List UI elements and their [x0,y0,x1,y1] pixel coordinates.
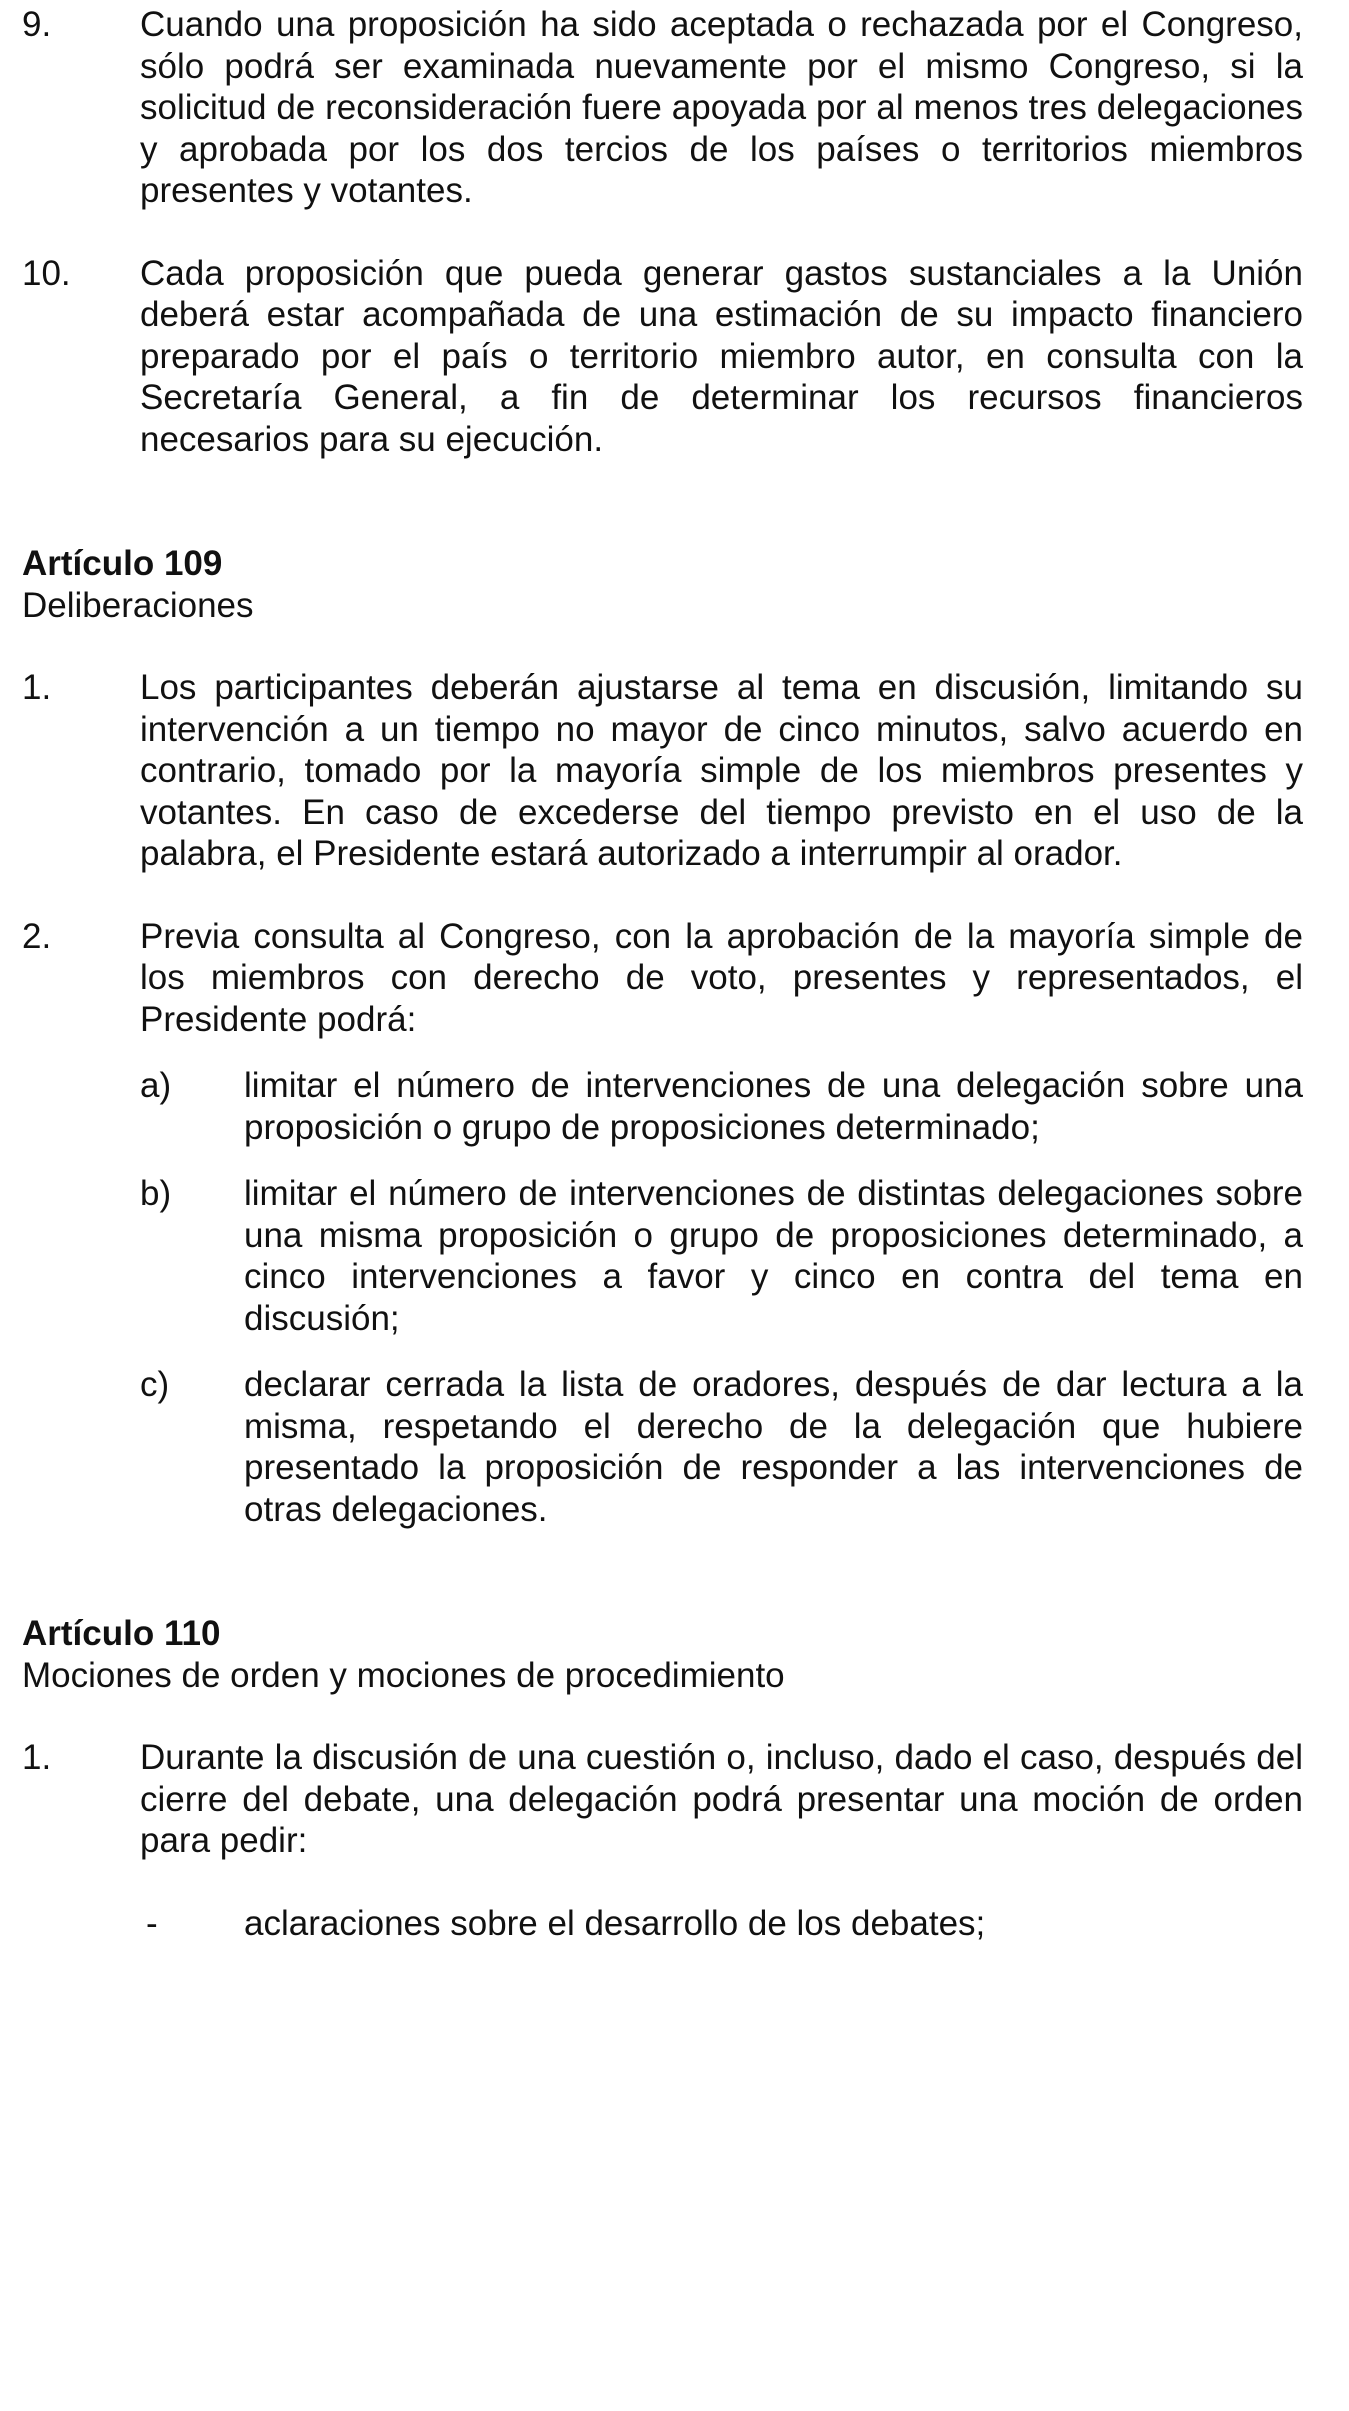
subitem-bullet: - [146,1903,158,1943]
subitem-letter: c) [140,1365,170,1404]
subitem-b [140,1173,1303,1339]
paragraph-text: Cuando una proposición ha sido aceptada o rechazada por el Congreso, sólo podrá ser examinada nuevamente por el mismo Congreso, si la solicitud de reconsideración fuere apoyada por al menos tres delegaciones y aprobada por los dos tercios de los países o territorios miembros presentes y votantes. [140,5,1303,210]
paragraph-number: 10. [22,253,71,293]
article-109-paragraph-2 [22,916,1303,1041]
subitem-letter: b) [140,1174,172,1213]
subitem-dash [140,1903,1303,1945]
paragraph-number: 9. [22,5,52,44]
article-title: Artículo 110 [22,1614,221,1653]
article-109-paragraph-1 [22,667,1303,875]
paragraph-text: Cada proposición que pueda generar gastos sustanciales a la Unión deberá estar acompañada de una estimación de su impacto financiero preparado por el país o territorio miembro autor, en consulta con la Secretaría General, a fin de determinar los recursos financieros necesarios para su ejecución. [140,253,1303,459]
paragraph-9 [22,4,1303,212]
paragraph-text: Durante la discusión de una cuestión o, incluso, dado el caso, después del cierre del debate, una delegación podrá presentar una moción de orden para pedir: [140,1738,1303,1860]
article-subtitle: Mociones de orden y mociones de procedimiento [22,1655,785,1695]
subitem-c [140,1364,1303,1530]
paragraph-text: Los participantes deberán ajustarse al tema en discusión, limitando su intervención a un tiempo no mayor de cinco minutos, salvo acuerdo en contrario, tomado por la mayoría simple de los miembros presentes y votantes. En caso de excederse del tiempo previsto en el uso de la palabra, el Presidente estará autorizado a interrumpir al orador. [140,668,1303,873]
article-110-paragraph-1 [22,1737,1303,1862]
subitem-text: aclaraciones sobre el desarrollo de los debates; [244,1903,986,1943]
subitem-text: limitar el número de intervenciones de una delegación sobre una proposición o grupo de proposiciones determinado; [244,1066,1303,1147]
subitem-text: declarar cerrada la lista de oradores, después de dar lectura a la misma, respetando el derecho de la delegación que hubiere presentado la proposición de responder a las intervenciones de otras delegaciones. [244,1365,1303,1529]
subitem-a [140,1065,1303,1148]
article-title: Artículo 109 [22,544,223,583]
article-109-heading [22,543,1303,626]
subitem-text: limitar el número de intervenciones de distintas delegaciones sobre una misma proposición o grupo de proposiciones determinado, a cinco intervenciones a favor y cinco en contra del tema en discusión; [244,1174,1303,1338]
paragraph-text: Previa consulta al Congreso, con la aprobación de la mayoría simple de los miembros con derecho de voto, presentes y representados, el Presidente podrá: [140,916,1303,1039]
subitem-letter: a) [140,1066,172,1105]
paragraph-number: 1. [22,668,52,707]
paragraph-number: 2. [22,916,52,956]
article-subtitle: Deliberaciones [22,585,254,625]
document-page [22,4,1303,1969]
article-110-heading [22,1613,1303,1696]
paragraph-10 [22,253,1303,461]
paragraph-number: 1. [22,1738,52,1777]
